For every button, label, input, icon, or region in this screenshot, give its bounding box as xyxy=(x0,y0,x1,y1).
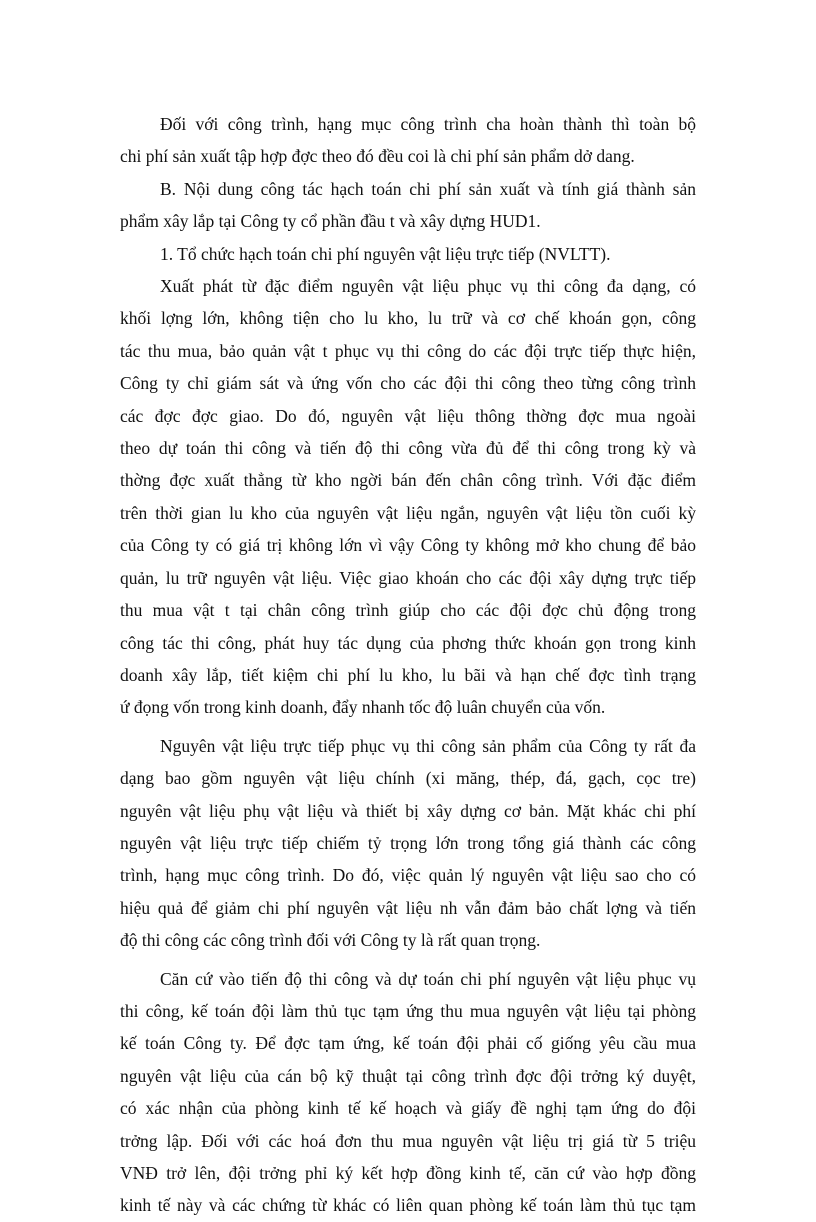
text-line: Căn cứ vào tiến độ thi công và dự toán chi phí nguyên vật liệu phục vụ xyxy=(160,968,696,989)
text-line: kế toán Công ty. Để đợc tạm ứng, kế toán đội phải cố giống yêu cầu mua xyxy=(120,1033,696,1054)
text-line: công tác thi công, phát huy tác dụng của phơng thức khoán gọn trong kinh xyxy=(120,632,696,653)
text-line: thu mua vật t tại chân công trình giúp cho các đội đợc chủ động trong xyxy=(120,600,696,621)
text-line: Đối với công trình, hạng mục công trình cha hoàn thành thì toàn bộ xyxy=(160,114,696,134)
text-line: hiệu quả để giảm chi phí nguyên vật liệu nh vẫn đảm bảo chất lợng và tiến xyxy=(120,897,696,918)
text-line: VNĐ trở lên, đội trởng phỉ ký kết hợp đồng kinh tế, căn cứ vào hợp đồng xyxy=(120,1163,696,1183)
text-line: trình, hạng mục công trình. Do đó, việc quản lý nguyên vật liệu sao cho có xyxy=(120,865,696,886)
text-line: thờng đợc xuất thẳng từ kho ngời bán đến chân công trình. Với đặc điểm xyxy=(120,470,696,491)
text-line: nguyên vật liệu phụ vật liệu và thiết bị xây dựng cơ bản. Mặt khác chi phí xyxy=(120,800,696,821)
text-line: các đợc đợc giao. Do đó, nguyên vật liệu thông thờng đợc mua ngoài xyxy=(120,405,696,426)
text-line: phẩm xây lắp tại Công ty cổ phần đầu t và xây dựng HUD1. xyxy=(120,211,541,232)
text-line: kinh tế này và các chứng từ khác có liên quan phòng kế toán làm thủ tục tạm xyxy=(120,1195,696,1216)
text-line: Nguyên vật liệu trực tiếp phục vụ thi công sản phẩm của Công ty rất đa xyxy=(160,735,696,756)
text-line: B. Nội dung công tác hạch toán chi phí sản xuất và tính giá thành sản xyxy=(160,178,696,199)
text-line: Xuất phát từ đặc điểm nguyên vật liệu phục vụ thi công đa dạng, có xyxy=(160,276,696,297)
text-line: theo dự toán thi công và tiến độ thi công vừa đủ để thi công trong kỳ và xyxy=(120,438,696,459)
paragraph-material-sourcing xyxy=(120,270,696,724)
text-line: dạng bao gồm nguyên vật liệu chính (xi măng, thép, đá, gạch, cọc tre) xyxy=(120,768,696,789)
text-line: độ thi công các công trình đối với Công ty là rất quan trọng. xyxy=(120,930,541,951)
text-line: quản, lu trữ nguyên vật liệu. Việc giao khoán cho các đội xây dựng trực tiếp xyxy=(120,567,696,588)
text-line: doanh xây lắp, tiết kiệm chi phí lu kho, lu bãi và hạn chế đợc tình trạng xyxy=(120,664,696,685)
paragraph-incomplete-works xyxy=(120,108,696,173)
text-line: của Công ty có giá trị không lớn vì vậy Công ty không mở kho chung để bảo xyxy=(120,535,696,556)
text-line: chi phí sản xuất tập hợp đợc theo đó đều coi là chi phí sản phẩm dở dang. xyxy=(120,146,635,167)
text-line: Công ty chỉ giám sát và ứng vốn cho các đội thi công theo từng công trình xyxy=(120,373,696,394)
text-line: thi công, kế toán đội làm thủ tục tạm ứng thu mua nguyên vật liệu tại phòng xyxy=(120,1000,696,1021)
document-page xyxy=(120,108,696,1222)
section-heading-1 xyxy=(120,238,696,270)
text-line: có xác nhận của phòng kinh tế kế hoạch và giấy đề nghị tạm ứng do đội xyxy=(120,1098,696,1119)
text-line: nguyên vật liệu của cán bộ kỹ thuật tại công trình đợc đội trởng ký duyệt, xyxy=(120,1065,696,1086)
text-line: trên thời gian lu kho của nguyên vật liệu ngắn, nguyên vật liệu tồn cuối kỳ xyxy=(120,502,696,523)
text-line: tác thu mua, bảo quản vật t phục vụ thi công do các đội trực tiếp thực hiện, xyxy=(120,340,696,361)
text-line: trởng lập. Đối với các hoá đơn thu mua nguyên vật liệu trị giá từ 5 triệu xyxy=(120,1130,696,1151)
text-line: ứ đọng vốn trong kinh doanh, đẩy nhanh tốc độ luân chuyển của vốn. xyxy=(120,697,606,718)
text-line: nguyên vật liệu trực tiếp chiếm tỷ trọng lớn trong tổng giá thành các công xyxy=(120,832,696,853)
paragraph-material-types xyxy=(120,730,696,957)
text-line: 1. Tổ chức hạch toán chi phí nguyên vật liệu trực tiếp (NVLTT). xyxy=(160,243,611,264)
text-line: khối lợng lớn, không tiện cho lu kho, lu trữ và cơ chế khoán gọn, công xyxy=(120,308,696,329)
paragraph-advance-procedure xyxy=(120,963,696,1222)
section-heading-b xyxy=(120,173,696,238)
